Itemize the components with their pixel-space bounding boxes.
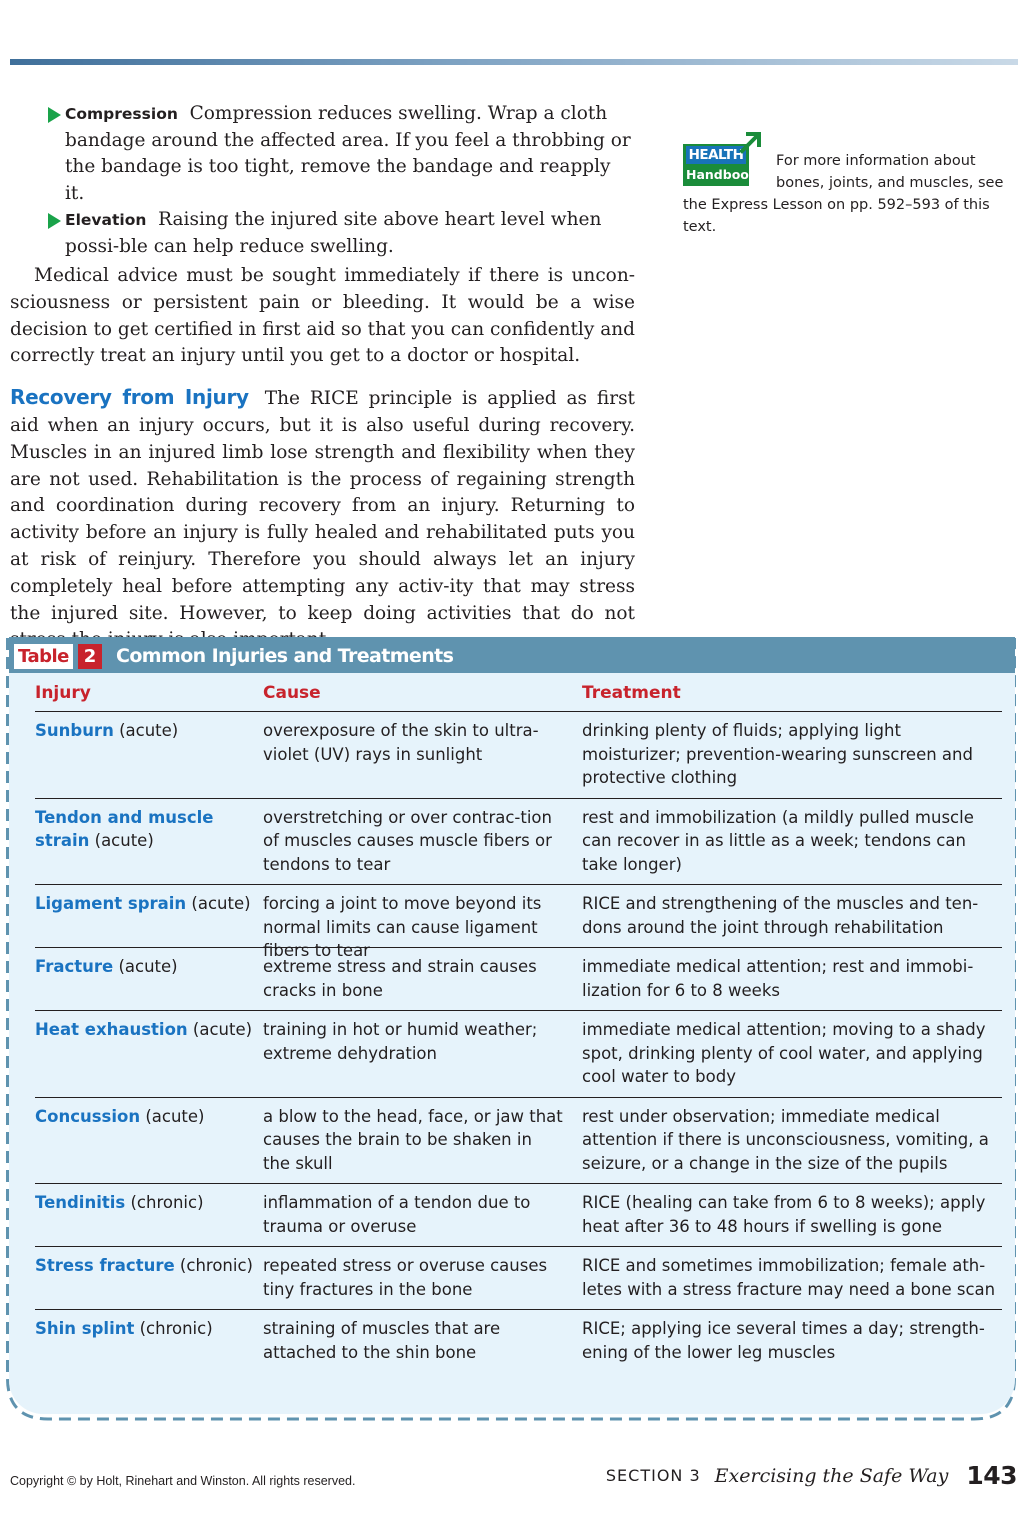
treatment-cell: RICE and sometimes immobilization; female ath-letes with a stress fracture may need a bone scan [582,1256,996,1299]
cause-cell: straining of muscles that are attached to the shin bone [263,1319,501,1362]
injury-cell [35,719,257,743]
green-arrow-icon [48,107,61,123]
treatment-cell: RICE (healing can take from 6 to 8 weeks); apply heat after 36 to 48 hours if swelling is gone [582,1193,986,1236]
treatment-cell: rest and immobilization (a mildly pulled muscle can recover in as little as a week; tendons can take longer) [582,807,974,874]
injury-cell [35,892,257,916]
injury-name: Ligament sprain [35,894,187,913]
injury-type: (chronic) [125,1193,204,1212]
table-row [35,1247,1002,1310]
injury-cell [35,955,257,979]
header-injury: Injury [35,683,91,703]
treatment-cell: RICE; applying ice several times a day; strength-ening of the lower leg muscles [582,1319,985,1362]
table-row [35,1184,1002,1247]
injury-type: (acute) [186,894,251,913]
bullet-term: Compression [65,105,178,123]
page-number: 143 [966,1461,1017,1490]
injury-type: (acute) [187,1020,253,1039]
header-treatment: Treatment [582,683,681,703]
logo-handbook-text: Handbook [686,167,758,182]
treatment-cell: immediate medical attention; rest and immobi-lization for 6 to 8 weeks [582,957,974,1000]
page-footer [606,1461,1017,1501]
table-title: Common Injuries and Treatments [116,645,454,667]
header-cause: Cause [263,683,321,703]
handbook-note-text: For more information about bones, joints, and muscles, see the Express Lesson on pp. 592–593 of this text. [683,153,1004,235]
bullet-elevation [10,207,635,260]
bullet-text: Raising the injured site above heart level when possi-ble can help reduce swelling. [65,209,602,257]
injuries-table [6,634,1016,1421]
bullet-text: Compression reduces swelling. Wrap a cloth bandage around the affected area. If you feel a throbbing or the bandage is too tight, remove the bandage and reapply it. [65,103,631,204]
injury-name: Stress fracture [35,1256,175,1275]
table-row [35,712,1002,799]
table-title-bar [9,637,1015,673]
injury-cell [35,1191,257,1215]
injury-name: Sunburn [35,721,114,740]
injury-name: Heat exhaustion [35,1020,188,1039]
table-header-row [35,677,1002,712]
green-arrow-icon [48,213,61,229]
top-rule [10,59,1018,65]
cause-cell: forcing a joint to move beyond its normal limits can cause ligament fibers to tear [263,894,542,960]
table-row [35,1011,1002,1098]
footer-section: SECTION 3 [605,1466,701,1485]
table-label: Table [14,644,73,669]
main-column [10,101,635,654]
cause-cell: a blow to the head, face, or jaw that causes the brain to be shaken in the skull [263,1106,563,1173]
cause-cell: training in hot or humid weather; extreme dehydration [263,1020,538,1063]
injury-name: Shin splint [35,1319,135,1338]
cause-cell: extreme stress and strain causes cracks in bone [263,957,537,1000]
copyright-notice: Copyright © by Holt, Rinehart and Winston. All rights reserved. [10,1474,356,1488]
treatment-cell: rest under observation; immediate medical attention if there is unconsciousness, vomiting, a seizure, or a change in the size of the pupils [582,1106,989,1173]
arrow-up-right-icon [739,130,763,154]
logo-health-text: HEALTH [686,146,746,164]
cause-cell: repeated stress or overuse causes tiny fractures in the bone [263,1256,548,1299]
table-row [35,948,1002,1011]
health-handbook-logo [683,130,763,188]
table-row [35,1310,1002,1372]
table-row [35,885,1002,960]
table-body [9,673,1015,1414]
treatment-cell: drinking plenty of fluids; applying light moisturizer; prevention-wearing sunscreen and protective clothing [582,721,973,787]
recovery-text: The RICE principle is applied as first aid when an injury occurs, but it is also useful during recovery. Muscles in an injured limb lose strength and flexibility when they are not used. Rehabilitation is the process of regaining strength and coordination during recovery from an injury. Returning to activity before an injury is fully healed and rehabilitated puts you at risk of reinjury. Therefore you should always let an injury completely heal before attempting any activ-ity that may stress the injured site. However, to keep doing activities that do not [10,388,635,624]
injury-type: (chronic) [174,1256,253,1275]
table-number: 2 [78,644,102,669]
bullet-term: Elevation [65,211,147,229]
injury-type: (acute) [113,721,179,740]
injury-name: Concussion [35,1106,141,1126]
table-row [35,799,1002,886]
injury-type: (acute) [113,957,178,976]
footer-chapter-title: Exercising the Safe Way [714,1464,949,1487]
treatment-cell: immediate medical attention; moving to a shady spot, drinking plenty of cool water, and applying cool water to body [582,1020,986,1086]
injury-cell [35,1317,257,1341]
health-handbook-note [683,130,1019,238]
injury-cell [35,1254,257,1278]
cause-cell: overexposure of the skin to ultra-violet (UV) rays in sunlight [263,721,539,764]
injury-name: Tendinitis [35,1193,126,1212]
injury-cell [35,1018,257,1042]
recovery-heading: Recovery from Injury [10,385,249,410]
table-row [35,1098,1002,1185]
paragraph-recovery [10,384,635,654]
cause-cell: overstretching or over contrac-tion of muscles causes muscle fibers or tendons to tear [263,807,552,874]
bullet-compression [10,101,635,207]
injury-type: (acute) [140,1106,205,1126]
injury-cell [35,806,257,853]
injury-name: Tendon and muscle strain [35,807,214,850]
paragraph-medical-advice: Medical advice must be sought immediately if there is uncon-sciousness or persistent pain or bleeding. It would be a wise decision to get certified in first aid so that you can confidently and correctly treat an injury until you get to a doctor or hospital. [10,265,635,367]
injury-type: (acute) [89,831,154,850]
injury-type: (chronic) [134,1319,213,1338]
table-grid [35,677,1002,1372]
injury-cell [35,1105,257,1129]
treatment-cell: RICE and strengthening of the muscles and ten-dons around the joint through rehabilitation [582,894,979,937]
injury-name: Fracture [35,957,114,976]
cause-cell: inflammation of a tendon due to trauma or overuse [263,1193,531,1236]
